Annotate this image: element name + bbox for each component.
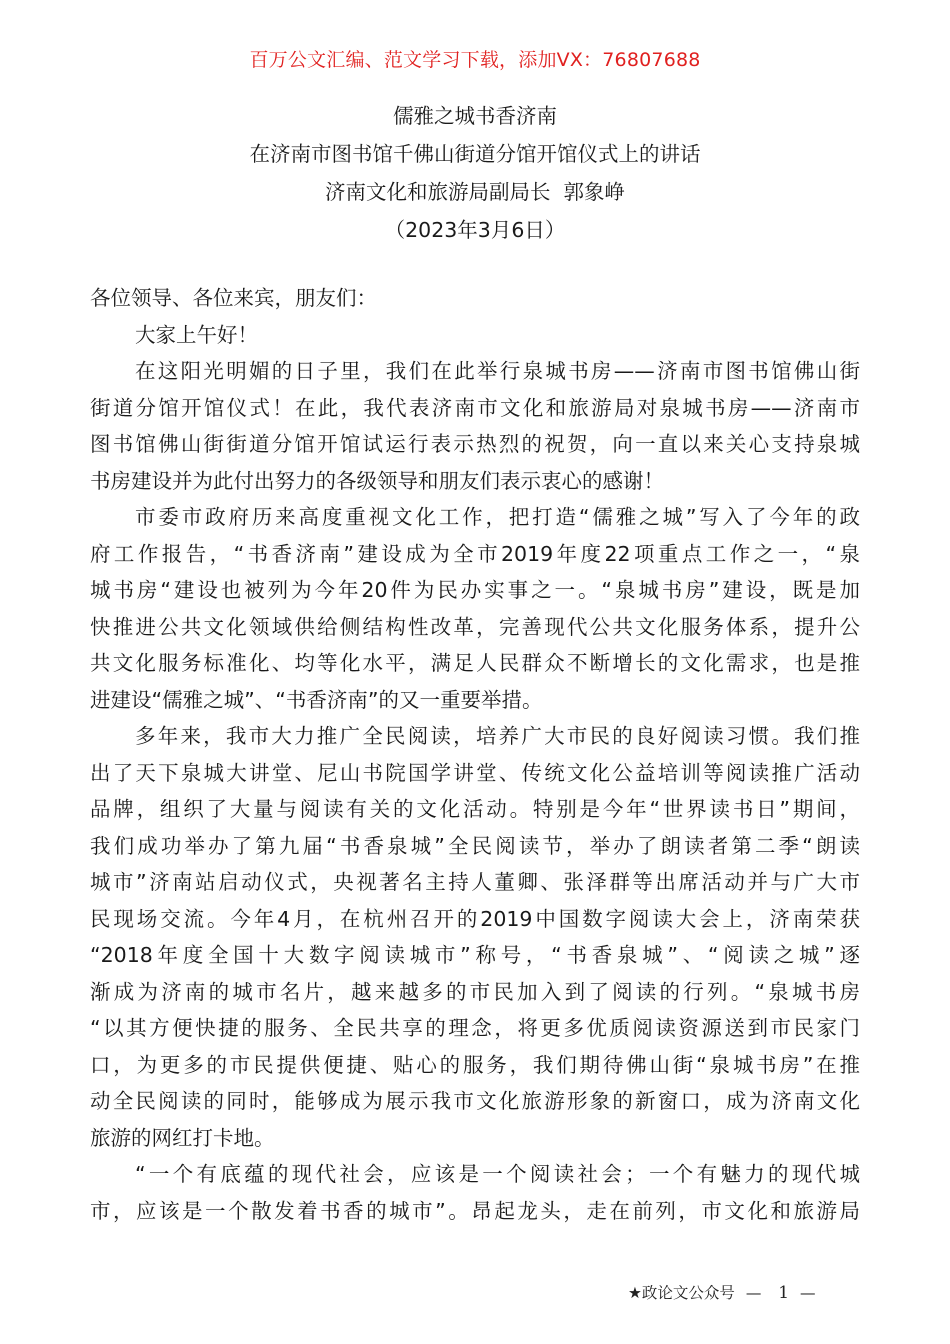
document-body <box>90 280 860 1229</box>
paragraph-line: 快推进公共文化领域供给侧结构性改革，完善现代公共文化服务体系，提升公 <box>90 614 860 639</box>
paragraph-line: 府工作报告，“书香济南”建设成为全市2019年度22项重点工作之一，“泉 <box>90 541 860 566</box>
paragraph-line: 品牌，组织了大量与阅读有关的文化活动。特别是今年“世界读书日”期间， <box>90 797 860 821</box>
paragraph-line: 口，为更多的市民提供便捷、贴心的服务，我们期待佛山街“泉城书房”在推 <box>90 1052 860 1077</box>
paragraph-closing <box>90 1156 860 1229</box>
paragraph-line: 动全民阅读的同时，能够成为展示我市文化旅游形象的新窗口，成为济南文化 <box>90 1089 860 1113</box>
paragraph-line: 书房建设并为此付出努力的各级领导和朋友们表示衷心的感谢！ <box>90 468 664 493</box>
watermark-banner: 百万公文汇编、范文学习下载，添加VX：76807688 <box>249 49 701 71</box>
paragraph-line: 我们成功举办了第九届“书香泉城”全民阅读节，举办了朗读者第二季“朗读 <box>90 833 860 858</box>
paragraph-line: 进建设“儒雅之城”、“书香济南”的又一重要举措。 <box>90 687 543 712</box>
document-subtitle: 在济南市图书馆千佛山街道分馆开馆仪式上的讲话 <box>249 142 701 166</box>
paragraph-line: 民现场交流。今年4月，在杭州召开的2019中国数字阅读大会上，济南荣获 <box>90 906 860 931</box>
paragraph-line: 出了天下泉城大讲堂、尼山书院国学讲堂、传统文化公益培训等阅读推广活动 <box>90 760 860 785</box>
speech-date: （2023年3月6日） <box>384 218 566 242</box>
speaker-line: 济南文化和旅游局副局长 郭象峥 <box>324 180 626 204</box>
paragraph-line: 旅游的网红打卡地。 <box>90 1125 275 1150</box>
paragraph-greeting <box>90 317 860 354</box>
footer-source: ★政论文公众号 <box>628 1284 735 1302</box>
paragraph-line: 渐成为济南的城市名片，越来越多的市民加入到了阅读的行列。“泉城书房 <box>90 979 860 1004</box>
paragraph-opening <box>90 353 860 499</box>
page-footer <box>628 1281 822 1303</box>
paragraph-reading-promotion <box>90 718 860 1156</box>
footer-dash-right: — <box>800 1284 816 1302</box>
page-number: 1 <box>778 1283 790 1303</box>
paragraph-line: 图书馆佛山街街道分馆开馆试运行表示热烈的祝贺，向一直以来关心支持泉城 <box>90 432 860 456</box>
paragraph-line: 共文化服务标准化、均等化水平，满足人民群众不断增长的文化需求，也是推 <box>90 651 860 675</box>
paragraph-line: 街道分馆开馆仪式！在此，我代表济南市文化和旅游局对泉城书房——济南市 <box>90 395 860 420</box>
paragraph-line: 市委市政府历来高度重视文化工作，把打造“儒雅之城”写入了今年的政 <box>135 505 860 529</box>
paragraph-line: “2018年度全国十大数字阅读城市”称号，“书香泉城”、“阅读之城”逐 <box>90 943 860 967</box>
document-title: 儒雅之城书香济南 <box>393 104 557 128</box>
paragraph-line: “以其方便快捷的服务、全民共享的理念，将更多优质阅读资源送到市民家门 <box>90 1016 860 1040</box>
footer-dash-left: — <box>745 1284 762 1302</box>
paragraph-line: 城市”济南站启动仪式，央视著名主持人董卿、张泽群等出席活动并与广大市 <box>90 870 860 894</box>
paragraph-line: 大家上午好！ <box>135 322 258 347</box>
paragraph-line: 市，应该是一个散发着书香的城市”。昂起龙头，走在前列，市文化和旅游局 <box>90 1198 860 1223</box>
paragraph-policy <box>90 499 860 718</box>
paragraph-line: “一个有底蕴的现代社会，应该是一个阅读社会；一个有魅力的现代城 <box>135 1162 860 1186</box>
paragraph-line: 在这阳光明媚的日子里，我们在此举行泉城书房——济南市图书馆佛山街 <box>135 359 860 383</box>
document-header <box>0 97 950 249</box>
paragraph-line: 城书房“建设也被列为今年20件为民办实事之一。“泉城书房”建设，既是加 <box>90 578 860 602</box>
salutation: 各位领导、各位来宾，朋友们： <box>90 286 377 310</box>
paragraph-line: 多年来，我市大力推广全民阅读，培养广大市民的良好阅读习惯。我们推 <box>135 724 860 748</box>
